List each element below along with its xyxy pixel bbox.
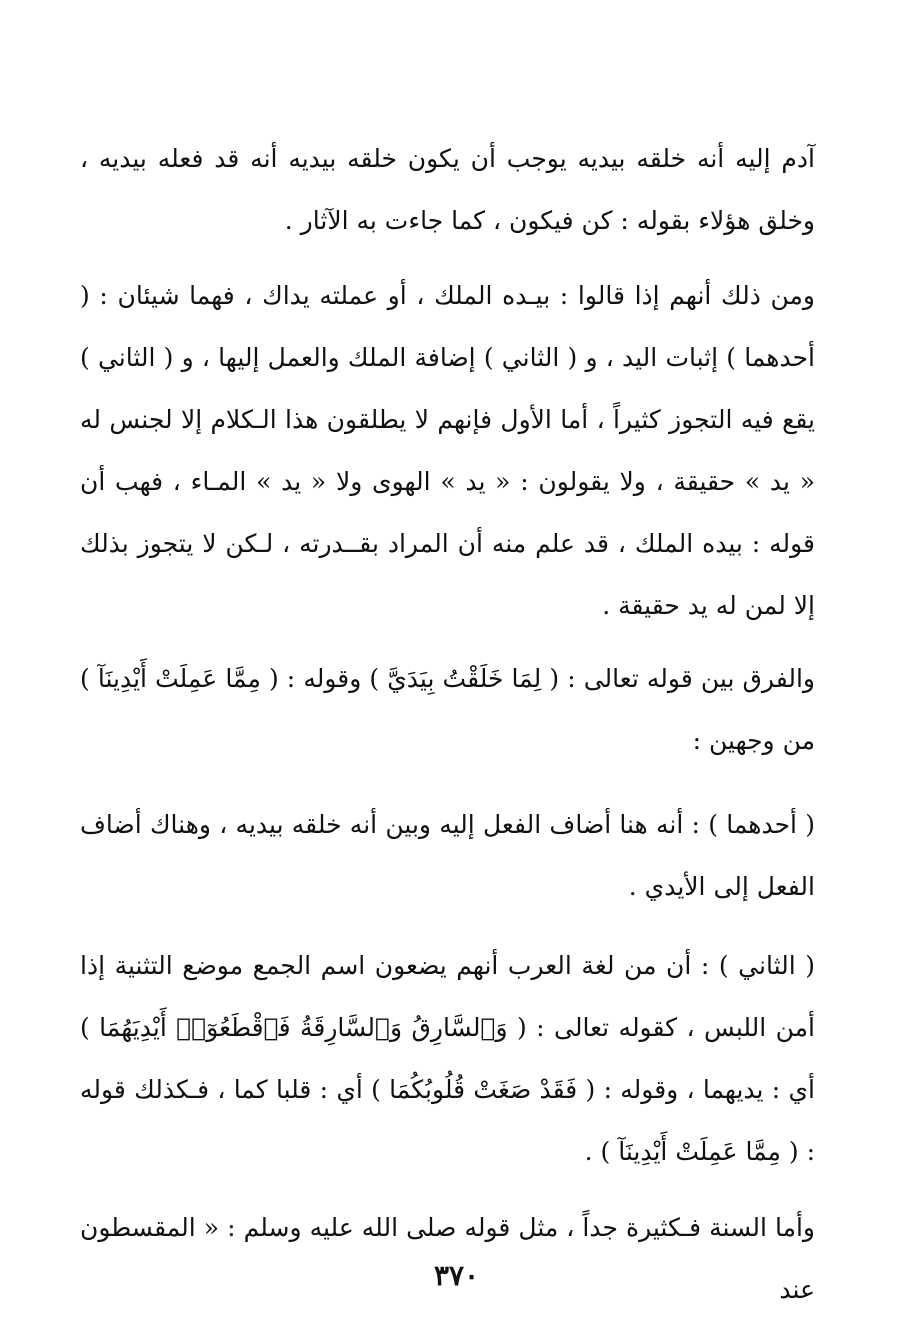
paragraph-1: آدم إليه أنه خلقه بيديه يوجب أن يكون خلقه بيديه أنه قد فعله بيديه ، وخلق هؤلاء بقوله : كن فيكون ، كما جاءت به الآثار . [80, 144, 815, 235]
page-number: ٣٧٠ [433, 1259, 480, 1292]
paragraph-4: ( أحدهما ) : أنه هنا أضاف الفعل إليه وبين أنه خلقه بيديه ، وهناك أضاف الفعل إلى الأيدي . [80, 810, 815, 901]
paragraph-6: وأما السنة فـكثيرة جداً ، مثل قوله صلى الله عليه وسلم : « المقسطون عند [80, 1213, 815, 1304]
paragraph-2: ومن ذلك أنهم إذا قالوا : بيـده الملك ، أو عملته يداك ، فهما شيئان : ( أحدهما ) إثبات اليد ، و ( الثاني ) إضافة الملك والعمل إليها ، و ( الثاني ) يقع فيه التجوز كثيراً ، أما الأول فإنهم لا يطلقون هذا الـكلام إلا لجنس له « يد » حقيقة ، ولا يقولون : « يد » الهوى ولا « يد » المـاء ، فهب أن قوله : بيده الملك ، قد علم منه أن المراد بقــدرته ، لـكن لا يتجوز بذلك إلا لمن له يد حقيقة . [80, 281, 815, 620]
paragraph-3: والفرق بين قوله تعالى : ( لِمَا خَلَقْتُ بِيَدَيَّ ) وقوله : ( مِمَّا عَمِلَتْ أَيْدِينَآ ) من وجهين : [80, 664, 815, 755]
paragraph-5: ( الثاني ) : أن من لغة العرب أنهم يضعون اسم الجمع موضع التثنية إذا أمن اللبس ، كقوله تعالى : ( وَٱلسَّارِقُ وَٱلسَّارِقَةُ فَٱقْطَعُوٓا۟ أَيْدِيَهُمَا ) أي : يديهما ، وقوله : ( فَقَدْ صَغَتْ قُلُوبُكُمَا ) أي : قلبا كما ، فـكذلك قوله : ( مِمَّا عَمِلَتْ أَيْدِينَآ ) . [80, 951, 815, 1166]
